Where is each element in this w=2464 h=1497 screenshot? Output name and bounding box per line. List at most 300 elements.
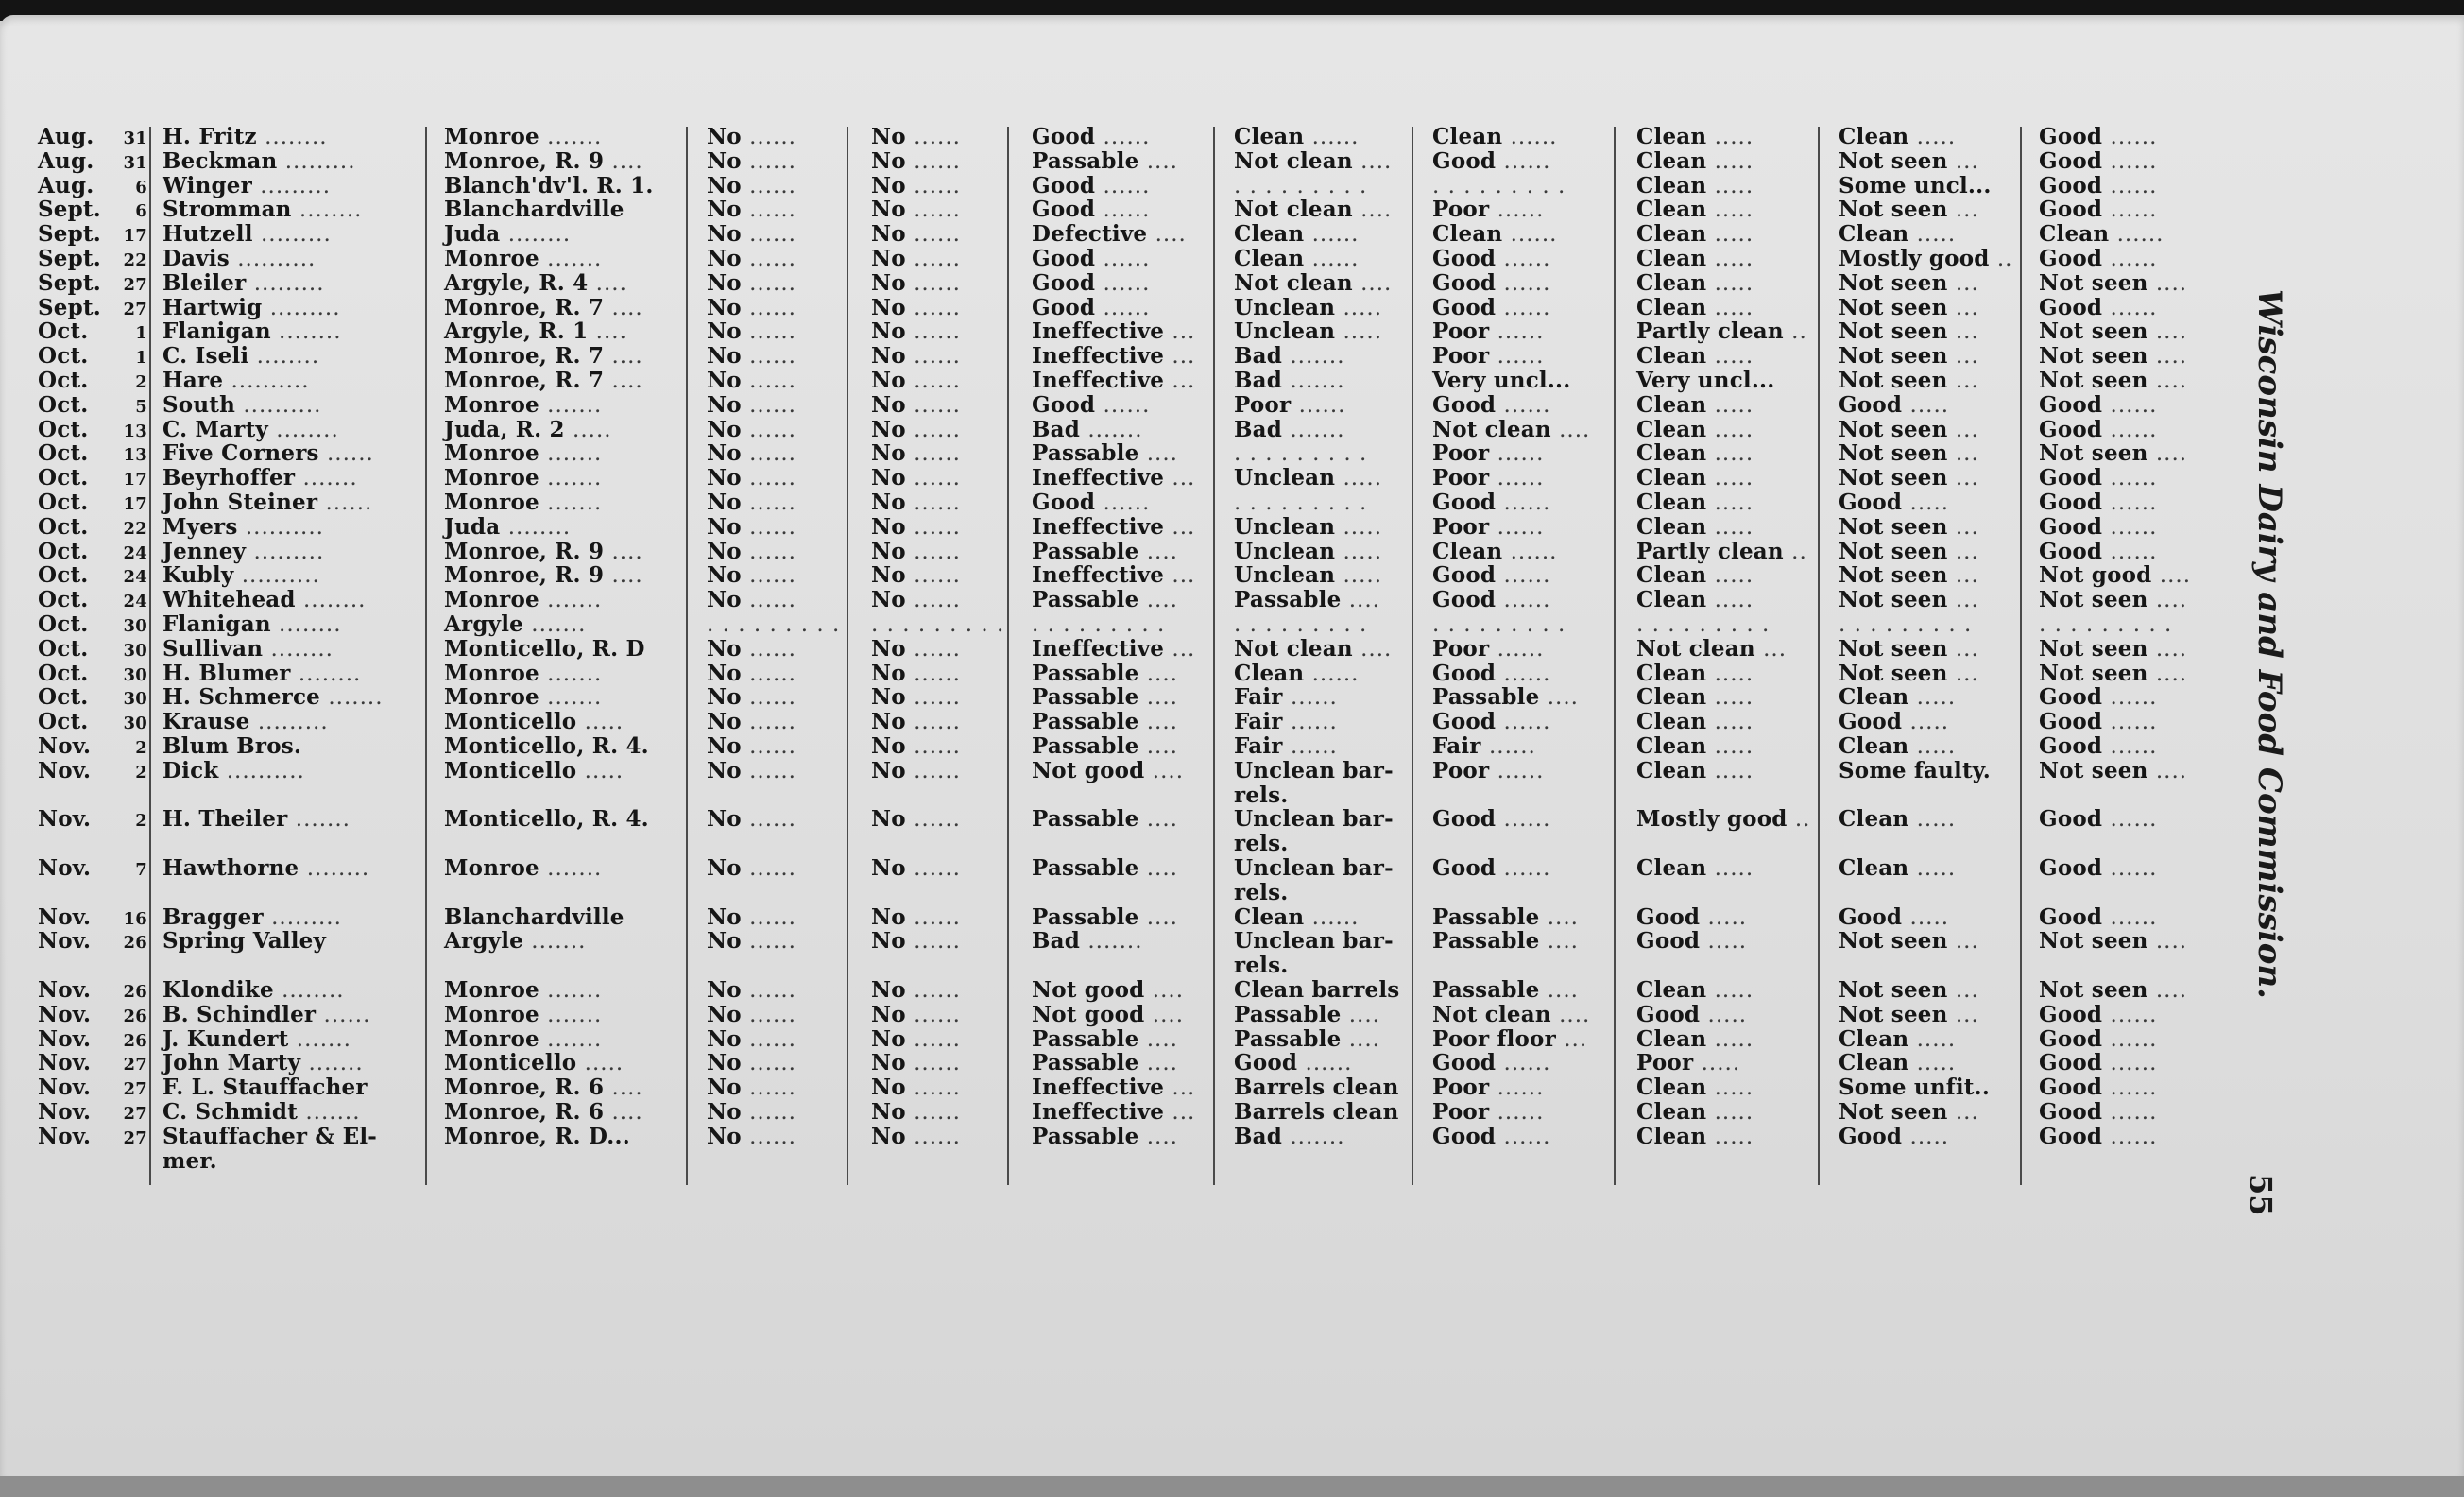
dot-leader: ...... bbox=[1095, 198, 1151, 223]
running-head bbox=[2239, 289, 2296, 1026]
cell-c3 bbox=[707, 369, 796, 393]
cell-c6 bbox=[1234, 369, 1345, 393]
dot-leader: ...... bbox=[1304, 904, 1360, 930]
cell-c4 bbox=[871, 515, 961, 540]
dot-leader: ...... bbox=[2102, 490, 2158, 515]
cell-place bbox=[444, 929, 586, 954]
cell-text: Good bbox=[1432, 806, 1497, 833]
row-month: Oct. bbox=[38, 318, 89, 345]
cell-name bbox=[163, 222, 332, 247]
dot-leader: .... bbox=[604, 295, 643, 320]
row-date bbox=[38, 1100, 147, 1127]
cell-text: Clean bbox=[1636, 343, 1707, 370]
cell-place bbox=[444, 441, 602, 466]
dot-leader: ...... bbox=[905, 685, 961, 711]
dot-leader: ...... bbox=[905, 1124, 961, 1149]
cell-text: Not seen bbox=[1839, 562, 1948, 589]
dot-leader: ...... bbox=[741, 1100, 796, 1125]
dot-leader: ... bbox=[1947, 929, 1979, 955]
cell-place bbox=[444, 710, 624, 734]
dot-leader: ...... bbox=[741, 807, 796, 833]
cell-text: Monroe bbox=[444, 490, 539, 515]
cell-text: Monroe bbox=[444, 1001, 539, 1027]
row-month: Nov. bbox=[38, 733, 92, 759]
cell-text: Bleiler bbox=[163, 269, 247, 296]
cell-c8 bbox=[1636, 540, 1807, 564]
dot-leader: .... bbox=[1341, 1002, 1380, 1027]
cell-name bbox=[163, 490, 372, 515]
cell-name bbox=[163, 1027, 351, 1052]
cell-place bbox=[444, 1100, 643, 1125]
cell-text: No bbox=[871, 757, 906, 783]
dot-leader: ..... bbox=[1706, 1075, 1754, 1101]
cell-text: No bbox=[707, 684, 742, 711]
cell-c8 bbox=[1636, 905, 1747, 930]
row-date bbox=[38, 174, 147, 200]
cell-c4 bbox=[871, 734, 961, 759]
cell-text: Good bbox=[2039, 733, 2103, 759]
cell-c9 bbox=[1839, 149, 1979, 174]
cell-c5 bbox=[1032, 1100, 1195, 1125]
dot-leader: ...... bbox=[905, 539, 961, 564]
dot-leader: ........ bbox=[270, 319, 342, 345]
dot-leader: ..... bbox=[1706, 661, 1754, 686]
cell-c4 bbox=[871, 1051, 961, 1075]
dot-leader: ...... bbox=[905, 588, 961, 613]
cell-text: Good bbox=[1839, 903, 1903, 930]
dot-leader: .. bbox=[1787, 807, 1811, 833]
cell-text: Poor bbox=[1432, 318, 1490, 345]
cell-text: Good bbox=[2039, 1001, 2103, 1027]
dot-leader: ...... bbox=[741, 441, 796, 467]
cell-text: Fair bbox=[1432, 733, 1481, 759]
cell-c8 bbox=[1636, 710, 1754, 734]
dot-leader: ........ bbox=[248, 344, 320, 370]
cell-c7 bbox=[1432, 174, 1566, 198]
cell-text: No bbox=[707, 1025, 742, 1052]
cell-place bbox=[444, 271, 627, 296]
dot-leader: ...... bbox=[1095, 490, 1151, 515]
dot-leader: ..... bbox=[1335, 466, 1383, 491]
dot-leader: ....... bbox=[287, 807, 351, 833]
cell-text: H. Theiler bbox=[163, 806, 288, 833]
dot-leader: ...... bbox=[1496, 295, 1551, 320]
cell-text: Good bbox=[2039, 513, 2103, 540]
cell-text: Passable bbox=[1032, 903, 1139, 930]
cell-c8 bbox=[1636, 418, 1754, 442]
cell-text: Bad bbox=[1234, 343, 1283, 370]
dot-leader: ....... bbox=[539, 441, 603, 467]
dot-leader: .. bbox=[1989, 247, 2013, 271]
dot-leader: ...... bbox=[1095, 392, 1151, 418]
cell-c6 bbox=[1234, 662, 1360, 686]
dot-leader: .... bbox=[2147, 270, 2188, 296]
cell-c3 bbox=[707, 149, 796, 174]
cell-text: Clean bbox=[1636, 246, 1707, 271]
cell-text: Unclean bbox=[1234, 562, 1336, 589]
dot-leader: . . . . . . . . . bbox=[1234, 612, 1368, 637]
cell-c10 bbox=[2039, 637, 2187, 662]
cell-text: Not clean bbox=[1234, 269, 1353, 296]
cell-text: Clean bbox=[1839, 1025, 1909, 1052]
cell-text: Not clean bbox=[1234, 635, 1353, 662]
cell-c7 bbox=[1432, 540, 1558, 564]
cell-c8 bbox=[1636, 515, 1754, 540]
row-day: 27 bbox=[123, 274, 147, 295]
row-date bbox=[38, 515, 147, 542]
cell-text: Good bbox=[2039, 903, 2103, 930]
row-day: 31 bbox=[123, 152, 147, 173]
row-date bbox=[38, 978, 147, 1005]
cell-c3 bbox=[707, 271, 796, 296]
cell-name bbox=[163, 905, 342, 930]
dot-leader: ...... bbox=[741, 539, 796, 564]
cell-place bbox=[444, 1075, 643, 1100]
cell-c5 bbox=[1032, 271, 1150, 296]
cell-c8 bbox=[1636, 198, 1754, 222]
cell-text: Ineffective bbox=[1032, 562, 1165, 589]
dot-leader: ...... bbox=[741, 466, 796, 491]
cell-text: Clean bbox=[1636, 269, 1707, 296]
cell-text: Winger bbox=[163, 172, 252, 198]
cell-place bbox=[444, 344, 643, 369]
dot-leader: . . . . . . . . . bbox=[1432, 612, 1566, 637]
cell-text: No bbox=[707, 1001, 742, 1027]
cell-text: Good bbox=[1032, 246, 1096, 271]
cell-c6 bbox=[1234, 612, 1367, 637]
cell-text: Monroe, R. 6 bbox=[444, 1075, 605, 1101]
cell-text: Passable bbox=[1432, 977, 1540, 1003]
dot-leader: ...... bbox=[905, 929, 961, 955]
cell-text: Five Corners bbox=[163, 440, 319, 467]
cell-text: Clean bbox=[1839, 1050, 1909, 1076]
cell-c9 bbox=[1839, 1075, 1990, 1100]
cell-name bbox=[163, 441, 374, 466]
cell-text: No bbox=[871, 538, 906, 564]
cell-text: No bbox=[871, 147, 906, 174]
cell-text: Some uncl... bbox=[1839, 172, 1992, 198]
dot-leader: ...... bbox=[741, 1051, 796, 1076]
cell-text: Not seen bbox=[1839, 269, 1948, 296]
cell-name bbox=[163, 319, 342, 344]
dot-leader: . . . . . . . . . bbox=[1234, 490, 1368, 515]
cell-text: Monroe bbox=[444, 391, 539, 418]
cell-c5 bbox=[1032, 1075, 1195, 1100]
cell-text: Clean bbox=[1839, 684, 1909, 711]
dot-leader: ...... bbox=[1282, 734, 1338, 759]
dot-leader: ..... bbox=[1700, 904, 1748, 930]
cell-name bbox=[163, 710, 329, 734]
cell-text: Monticello bbox=[444, 1050, 577, 1076]
cell-c4 bbox=[871, 418, 961, 442]
cell-name bbox=[163, 515, 324, 540]
cell-c7 bbox=[1432, 563, 1550, 588]
dot-leader: ...... bbox=[1496, 1051, 1551, 1076]
cell-c10 bbox=[2039, 1075, 2157, 1100]
cell-c7 bbox=[1432, 807, 1550, 832]
dot-leader: ...... bbox=[905, 710, 961, 735]
cell-text: Monticello, R. D bbox=[444, 635, 645, 662]
cell-text: B. Schindler bbox=[163, 1001, 317, 1027]
cell-text: Passable bbox=[1432, 684, 1540, 711]
cell-text: Clean bbox=[1636, 977, 1707, 1003]
cell-c5 bbox=[1032, 247, 1150, 271]
dot-leader: ..... bbox=[576, 710, 625, 735]
row-date bbox=[38, 418, 147, 444]
cell-text: Clean bbox=[1839, 855, 1909, 881]
dot-leader: ....... bbox=[522, 929, 587, 955]
dot-leader: ...... bbox=[1480, 734, 1536, 759]
cell-text: Good bbox=[1432, 391, 1497, 418]
cell-c10 bbox=[2039, 734, 2157, 759]
dot-leader: ...... bbox=[2102, 247, 2158, 271]
cell-text: Not seen bbox=[2039, 440, 2148, 467]
cell-c6 bbox=[1234, 637, 1392, 662]
cell-text: No bbox=[871, 587, 906, 613]
cell-c6 bbox=[1234, 393, 1345, 418]
dot-leader: ...... bbox=[2102, 1002, 2158, 1027]
cell-text: H. Schmerce bbox=[163, 684, 321, 711]
cell-name bbox=[163, 540, 324, 564]
row-day: 2 bbox=[135, 738, 147, 758]
dot-leader: ...... bbox=[905, 1051, 961, 1076]
cell-text: Clean bbox=[1636, 221, 1707, 248]
dot-leader: ........ bbox=[267, 417, 339, 442]
row-date bbox=[38, 637, 147, 663]
cell-c8 bbox=[1636, 344, 1754, 369]
running-head-title: Wisconsin Dairy and Food Commission. bbox=[2250, 289, 2288, 999]
cell-place bbox=[444, 734, 649, 759]
cell-text: Good bbox=[1032, 294, 1096, 320]
dot-leader: ..... bbox=[1908, 856, 1957, 881]
cell-c10 bbox=[2039, 759, 2187, 783]
cell-name bbox=[163, 369, 310, 393]
row-date bbox=[38, 1075, 147, 1102]
row-month: Oct. bbox=[38, 538, 89, 564]
cell-text: Barrels clean bbox=[1234, 1075, 1399, 1101]
row-day: 26 bbox=[123, 1006, 147, 1026]
cell-c7 bbox=[1432, 296, 1550, 320]
dot-leader: ...... bbox=[2102, 807, 2158, 833]
dot-leader: ...... bbox=[1304, 661, 1360, 686]
row-month: Oct. bbox=[38, 368, 89, 393]
cell-place bbox=[444, 1027, 602, 1052]
cell-text: Good bbox=[2039, 147, 2103, 174]
dot-leader: .......... bbox=[235, 392, 322, 418]
dot-leader: ...... bbox=[1496, 807, 1551, 833]
cell-c8 bbox=[1636, 1075, 1754, 1100]
cell-text: Clean bbox=[1234, 903, 1305, 930]
cell-name bbox=[163, 978, 345, 1003]
cell-text: Not seen bbox=[1839, 660, 1948, 686]
cell-text: Beyrhoffer bbox=[163, 465, 296, 491]
cell-name bbox=[163, 929, 326, 954]
row-month: Nov. bbox=[38, 1050, 92, 1076]
cell-text: No bbox=[707, 294, 742, 320]
cell-name bbox=[163, 125, 328, 149]
cell-c5 bbox=[1032, 662, 1178, 686]
cell-text: Fair bbox=[1234, 709, 1283, 735]
cell-text: Passable bbox=[1032, 855, 1139, 881]
row-date bbox=[38, 759, 147, 785]
row-date bbox=[38, 344, 147, 370]
row-month: Sept. bbox=[38, 294, 101, 320]
dot-leader: ......... bbox=[277, 148, 356, 174]
column-rule bbox=[1007, 127, 1009, 1185]
dot-leader: .......... bbox=[237, 514, 324, 540]
cell-text: Unclean bar- rels. bbox=[1234, 928, 1394, 979]
cell-text: No bbox=[871, 318, 906, 345]
cell-text: Not seen bbox=[1839, 587, 1948, 613]
cell-c3 bbox=[707, 296, 796, 320]
cell-c8 bbox=[1636, 1027, 1754, 1052]
dot-leader: ...... bbox=[905, 392, 961, 418]
dot-leader: ...... bbox=[741, 856, 796, 881]
dot-leader: .... bbox=[1138, 1026, 1178, 1052]
cell-text: Not seen bbox=[1839, 318, 1948, 345]
dot-leader: ...... bbox=[1489, 319, 1545, 345]
cell-c8 bbox=[1636, 149, 1754, 174]
cell-c5 bbox=[1032, 612, 1165, 637]
cell-c10 bbox=[2039, 466, 2157, 490]
cell-text: Clean barrels bbox=[1234, 977, 1400, 1003]
column-rule bbox=[2020, 127, 2022, 1185]
cell-place bbox=[444, 125, 602, 149]
cell-c4 bbox=[871, 588, 961, 612]
cell-text: No bbox=[707, 635, 742, 662]
row-day: 30 bbox=[123, 616, 147, 636]
dot-leader: .... bbox=[1138, 685, 1178, 711]
dot-leader: .... bbox=[2147, 758, 2188, 783]
cell-c5 bbox=[1032, 856, 1178, 881]
cell-text: Not good bbox=[1032, 977, 1145, 1003]
cell-c5 bbox=[1032, 369, 1195, 393]
cell-c8 bbox=[1636, 637, 1787, 662]
cell-c6 bbox=[1234, 1125, 1345, 1149]
cell-text: No bbox=[871, 197, 906, 223]
dot-leader: ...... bbox=[741, 222, 796, 248]
cell-c8 bbox=[1636, 393, 1754, 418]
cell-c3 bbox=[707, 807, 796, 832]
row-date bbox=[38, 710, 147, 736]
cell-text: Clean bbox=[1636, 1123, 1707, 1149]
cell-text: Clean bbox=[1636, 490, 1707, 515]
dot-leader: ...... bbox=[1489, 1100, 1545, 1125]
cell-text: Clean bbox=[1839, 221, 1909, 248]
cell-c10 bbox=[2039, 490, 2157, 515]
cell-name bbox=[163, 198, 362, 222]
cell-text: No bbox=[871, 343, 906, 370]
column-rule bbox=[425, 127, 427, 1185]
dot-leader: ...... bbox=[905, 247, 961, 271]
dot-leader: ...... bbox=[1304, 222, 1360, 248]
dot-leader: .... bbox=[1352, 198, 1393, 223]
dot-leader: ..... bbox=[1706, 758, 1754, 783]
dot-leader: ........ bbox=[500, 514, 572, 540]
dot-leader: ......... bbox=[249, 710, 329, 735]
cell-c3 bbox=[707, 856, 796, 881]
dot-leader: ...... bbox=[2102, 514, 2158, 540]
dot-leader: ...... bbox=[2102, 1051, 2158, 1076]
dot-leader: ... bbox=[1555, 1026, 1588, 1052]
dot-leader: ...... bbox=[741, 758, 796, 783]
cell-c7 bbox=[1432, 441, 1544, 466]
cell-c9 bbox=[1839, 515, 1979, 540]
cell-text: Unclean bbox=[1234, 465, 1336, 491]
row-month: Nov. bbox=[38, 1025, 92, 1052]
cell-c10 bbox=[2039, 1125, 2157, 1149]
cell-text: Very uncl... bbox=[1432, 368, 1571, 393]
cell-text: No bbox=[707, 1075, 742, 1101]
cell-c6 bbox=[1234, 1003, 1380, 1027]
cell-place bbox=[444, 490, 602, 515]
column-rule bbox=[1614, 127, 1616, 1185]
dot-leader: ..... bbox=[1902, 710, 1950, 735]
dot-leader: ... bbox=[1947, 563, 1979, 589]
cell-text: Poor bbox=[1432, 440, 1490, 467]
row-date bbox=[38, 466, 147, 492]
dot-leader: ... bbox=[1947, 148, 1979, 174]
dot-leader: ...... bbox=[741, 173, 796, 198]
cell-c3 bbox=[707, 418, 796, 442]
dot-leader: ...... bbox=[905, 198, 961, 223]
dot-leader: ...... bbox=[2102, 539, 2158, 564]
dot-leader: ...... bbox=[905, 222, 961, 248]
cell-text: Good bbox=[1432, 294, 1497, 320]
cell-text: Clean bbox=[1234, 246, 1305, 271]
cell-c10 bbox=[2039, 588, 2187, 612]
row-day: 31 bbox=[123, 129, 147, 148]
cell-c3 bbox=[707, 198, 796, 222]
dot-leader: ........ bbox=[263, 636, 334, 662]
cell-c3 bbox=[707, 734, 796, 759]
cell-text: Poor bbox=[1432, 757, 1490, 783]
cell-text: No bbox=[871, 416, 906, 442]
cell-text: Passable bbox=[1032, 538, 1139, 564]
dot-leader: ..... bbox=[1706, 295, 1754, 320]
cell-text: Poor bbox=[1432, 513, 1490, 540]
cell-text: Unclean bbox=[1234, 513, 1336, 540]
cell-c7 bbox=[1432, 1075, 1544, 1100]
cell-text: Monroe, R. 9 bbox=[444, 147, 605, 174]
cell-text: Not seen bbox=[1839, 513, 1948, 540]
dot-leader: ...... bbox=[905, 319, 961, 345]
cell-c9 bbox=[1839, 1100, 1979, 1125]
cell-name bbox=[163, 563, 320, 588]
cell-text: Passable bbox=[1032, 733, 1139, 759]
cell-c10 bbox=[2039, 1051, 2157, 1075]
dot-leader: ...... bbox=[905, 636, 961, 662]
cell-text: Not seen bbox=[2039, 368, 2148, 393]
cell-text: Davis bbox=[163, 246, 230, 271]
cell-text: Unclean bbox=[1234, 538, 1336, 564]
cell-c6 bbox=[1234, 149, 1392, 174]
cell-text: Stauffacher & El- mer. bbox=[163, 1123, 378, 1174]
dot-leader: .... bbox=[604, 539, 643, 564]
dot-leader: ... bbox=[1164, 369, 1196, 393]
dot-leader: ..... bbox=[1706, 441, 1754, 467]
cell-name bbox=[163, 247, 316, 271]
dot-leader: ...... bbox=[1496, 563, 1551, 589]
cell-name bbox=[163, 393, 321, 418]
dot-leader: .... bbox=[2147, 369, 2188, 393]
dot-leader: ...... bbox=[905, 466, 961, 491]
row-month: Oct. bbox=[38, 343, 89, 370]
cell-text: Good bbox=[1636, 928, 1701, 955]
cell-c10 bbox=[2039, 441, 2187, 466]
cell-text: Not seen bbox=[1839, 197, 1948, 223]
dot-leader: ... bbox=[1164, 636, 1196, 662]
